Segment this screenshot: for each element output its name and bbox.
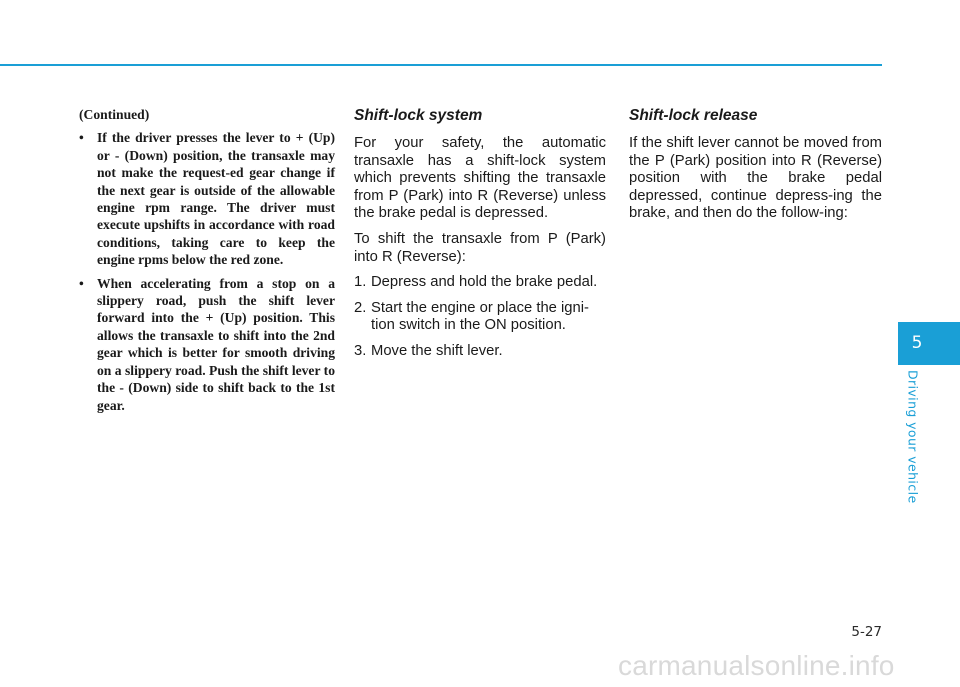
step-text: Start the engine or place the igni-tion switch in the ON position.: [371, 299, 589, 334]
continued-label: (Continued): [79, 107, 150, 122]
step-item: [354, 300, 606, 335]
page-number: 5-27: [851, 624, 882, 640]
chapter-side-label: [904, 370, 922, 504]
step-text: Move the shift lever.: [371, 342, 503, 359]
chapter-title: Driving your vehicle: [905, 370, 921, 504]
column-shift-lock-release: [629, 106, 882, 231]
step-number: 2.: [354, 299, 367, 316]
paragraph: For your safety, the automatic transaxle has a shift-lock system which prevents shifting the transaxle from P (Park) into R (Reverse) unless the brake pedal is depressed.: [354, 135, 606, 222]
paragraph: If the shift lever cannot be moved from the P (Park) position into R (Reverse) position with the brake pedal depressed, continue depress-ing the brake, and then do the follow-ing:: [629, 135, 882, 222]
header-rule: [0, 64, 882, 66]
bullet-item: [79, 129, 335, 268]
column-continued-notes: [79, 106, 335, 420]
step-item: [354, 274, 606, 292]
step-item: [354, 343, 606, 361]
chapter-tab: 5: [898, 322, 960, 365]
bullet-text: If the driver presses the lever to + (Up) or - (Down) position, the transaxle may not make the request-ed gear change if the next gear is outside of the allowable engine rpm range. The driver must execute upshifts in accordance with road conditions, taking care to keep the engine rpms below the red zone.: [97, 130, 335, 268]
section-heading: Shift-lock system: [354, 107, 483, 124]
step-number: 1.: [354, 274, 367, 291]
step-text: Depress and hold the brake pedal.: [371, 274, 598, 291]
step-number: 3.: [354, 342, 367, 359]
column-shift-lock-system: [354, 106, 606, 369]
bullet-icon: •: [79, 130, 84, 146]
bullet-icon: •: [79, 275, 84, 291]
bullet-text: When accelerating from a stop on a slippery road, push the shift lever forward into the + (Up) position. This allows the transaxle to shift into the 2nd gear which is better for smooth driving on a slippery road. Push the shift lever to the - (Down) side to shift back to the 1st gear.: [97, 275, 335, 413]
bullet-item: [79, 275, 335, 414]
section-heading: Shift-lock release: [629, 107, 758, 124]
watermark: carmanualsonline.info: [618, 650, 895, 681]
paragraph: To shift the transaxle from P (Park) into R (Reverse):: [354, 230, 606, 265]
